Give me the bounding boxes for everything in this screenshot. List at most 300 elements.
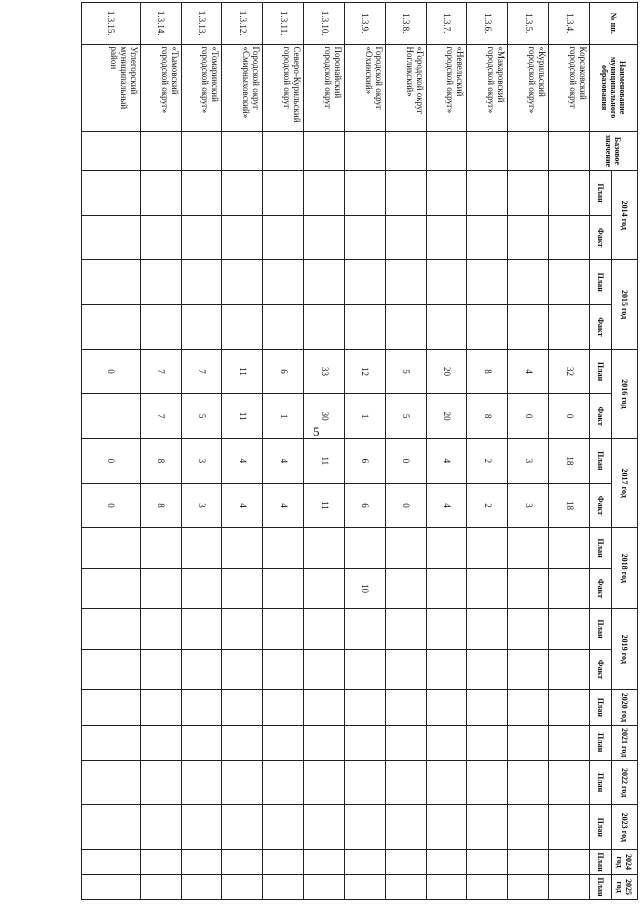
cell-2019-plan [263,609,304,649]
cell-2024-plan [82,850,141,875]
cell-2017-plan: 4 [263,439,304,484]
cell-2014-fact [181,215,222,260]
header-year: 2016 год [612,349,638,438]
cell-2023-plan [140,805,181,850]
cell-2020-plan [344,690,385,725]
cell-2017-fact: 6 [344,483,385,528]
cell-2016-fact: 5 [385,394,426,439]
table-row [181,3,222,900]
cell-2024-plan [222,850,263,875]
cell-2019-fact [304,649,345,689]
table-row [549,3,590,900]
cell-2025-plan [508,875,549,900]
cell-2019-fact [508,649,549,689]
cell-2015-plan [222,260,263,305]
cell-2016-plan: 20 [426,349,467,394]
row-name: Поронайский городской округ [304,44,345,131]
row-base [181,131,222,170]
row-name: «Томаринский городской округ» [181,44,222,131]
cell-2020-plan [140,690,181,725]
row-name: «Макаровский городской округ» [467,44,508,131]
row-number: 1.3.11. [263,3,304,45]
cell-2020-plan [426,690,467,725]
cell-2023-plan [181,805,222,850]
cell-2019-fact [467,649,508,689]
cell-2015-fact [263,305,304,350]
cell-2021-plan [385,725,426,760]
cell-2023-plan [263,805,304,850]
header-fact: Факт [590,649,612,689]
cell-2018-fact [508,568,549,608]
cell-2022-plan [426,760,467,805]
table-row [426,3,467,900]
cell-2016-fact: 0 [549,394,590,439]
header-year: 2015 год [612,260,638,349]
cell-2015-plan [82,260,141,305]
cell-2015-fact [344,305,385,350]
table-row [385,3,426,900]
table-row [467,3,508,900]
header-plan: План [590,875,612,900]
cell-2022-plan [304,760,345,805]
cell-2017-plan: 0 [385,439,426,484]
row-name: «Тымовский городской округ» [140,44,181,131]
cell-2021-plan [426,725,467,760]
cell-2016-fact: 1 [263,394,304,439]
cell-2019-plan [181,609,222,649]
cell-2015-plan [181,260,222,305]
cell-2015-plan [385,260,426,305]
header-plan: План [590,528,612,568]
cell-2022-plan [263,760,304,805]
cell-2024-plan [344,850,385,875]
header-plan: План [590,725,612,760]
cell-2017-fact: 8 [140,483,181,528]
cell-2018-fact [222,568,263,608]
table-row [140,3,181,900]
row-base [549,131,590,170]
cell-2017-fact: 18 [549,483,590,528]
header-year: 2021 год [612,725,638,760]
cell-2019-plan [344,609,385,649]
row-base [140,131,181,170]
row-number: 1.3.8. [385,3,426,45]
header-plan: План [590,805,612,850]
cell-2018-plan [467,528,508,568]
cell-2015-fact [549,305,590,350]
header-year: 2022 год [612,760,638,805]
header-name: Наименование муниципального образования [590,44,638,131]
row-base [508,131,549,170]
cell-2020-plan [385,690,426,725]
header-fact: Факт [590,305,612,350]
cell-2016-plan: 4 [508,349,549,394]
cell-2017-fact: 0 [385,483,426,528]
cell-2017-fact: 0 [82,483,141,528]
row-name: «Невельский городской округ» [426,44,467,131]
cell-2023-plan [222,805,263,850]
cell-2021-plan [82,725,141,760]
cell-2017-plan: 3 [508,439,549,484]
cell-2019-plan [140,609,181,649]
cell-2015-fact [508,305,549,350]
cell-2017-plan: 8 [140,439,181,484]
cell-2025-plan [344,875,385,900]
cell-2014-plan [222,171,263,216]
cell-2014-plan [508,171,549,216]
cell-2014-fact [508,215,549,260]
row-number: 1.3.5. [508,3,549,45]
cell-2025-plan [549,875,590,900]
table-row [82,3,141,900]
cell-2014-plan [467,171,508,216]
cell-2017-plan: 4 [426,439,467,484]
cell-2020-plan [549,690,590,725]
cell-2024-plan [549,850,590,875]
cell-2018-plan [222,528,263,568]
cell-2020-plan [222,690,263,725]
cell-2014-plan [344,171,385,216]
cell-2017-plan: 3 [181,439,222,484]
row-base [385,131,426,170]
cell-2015-plan [549,260,590,305]
cell-2023-plan [549,805,590,850]
cell-2016-fact: 7 [140,394,181,439]
cell-2023-plan [344,805,385,850]
cell-2016-plan: 6 [263,349,304,394]
cell-2016-plan: 11 [222,349,263,394]
header-year: 2025 год [612,875,638,900]
row-base [304,131,345,170]
cell-2025-plan [181,875,222,900]
cell-2025-plan [385,875,426,900]
cell-2025-plan [263,875,304,900]
cell-2021-plan [508,725,549,760]
header-plan: План [590,690,612,725]
cell-2023-plan [467,805,508,850]
cell-2017-fact: 4 [222,483,263,528]
cell-2025-plan [304,875,345,900]
cell-2021-plan [181,725,222,760]
row-number: 1.3.6. [467,3,508,45]
cell-2017-fact: 3 [508,483,549,528]
cell-2020-plan [467,690,508,725]
cell-2018-plan [82,528,141,568]
cell-2019-plan [82,609,141,649]
cell-2016-fact: 30 [304,394,345,439]
data-table [81,2,638,900]
row-base [222,131,263,170]
cell-2016-plan: 32 [549,349,590,394]
cell-2014-fact [549,215,590,260]
cell-2019-plan [508,609,549,649]
header-plan: План [590,439,612,484]
cell-2016-plan: 7 [181,349,222,394]
cell-2019-fact [549,649,590,689]
cell-2019-fact [263,649,304,689]
cell-2015-fact [426,305,467,350]
cell-2020-plan [181,690,222,725]
cell-2014-fact [263,215,304,260]
cell-2019-plan [222,609,263,649]
header-plan: План [590,850,612,875]
cell-2014-fact [140,215,181,260]
cell-2016-plan: 0 [82,349,141,394]
cell-2015-fact [222,305,263,350]
cell-2017-plan: 4 [222,439,263,484]
cell-2017-fact: 11 [304,483,345,528]
cell-2022-plan [181,760,222,805]
cell-2017-fact: 4 [426,483,467,528]
row-number: 1.3.10. [304,3,345,45]
rotated-table-container [81,2,638,900]
cell-2019-plan [304,609,345,649]
cell-2019-fact [140,649,181,689]
row-name: Городской округ «Смирныховский» [222,44,263,131]
row-base [426,131,467,170]
header-fact: Факт [590,483,612,528]
cell-2016-fact: 5 [181,394,222,439]
cell-2023-plan [426,805,467,850]
row-name: Углегорский муниципальный район [82,44,141,131]
cell-2020-plan [508,690,549,725]
cell-2022-plan [508,760,549,805]
cell-2015-fact [82,305,141,350]
header-base: Базовое значение [590,131,638,170]
cell-2014-fact [304,215,345,260]
cell-2022-plan [549,760,590,805]
cell-2022-plan [140,760,181,805]
cell-2022-plan [82,760,141,805]
header-plan: План [590,349,612,394]
cell-2018-fact [467,568,508,608]
cell-2015-fact [181,305,222,350]
header-fact: Факт [590,568,612,608]
cell-2015-fact [385,305,426,350]
cell-2018-plan [385,528,426,568]
cell-2023-plan [385,805,426,850]
cell-2014-plan [82,171,141,216]
cell-2018-fact: 10 [344,568,385,608]
header-fact: Факт [590,394,612,439]
cell-2018-plan [140,528,181,568]
cell-2019-fact [181,649,222,689]
cell-2016-plan: 33 [304,349,345,394]
header-year: 2018 год [612,528,638,609]
row-name: Городской округ «Охинский» [344,44,385,131]
cell-2022-plan [344,760,385,805]
cell-2016-fact: 0 [508,394,549,439]
cell-2019-fact [344,649,385,689]
table-row [344,3,385,900]
header-year: 2023 год [612,805,638,850]
cell-2022-plan [385,760,426,805]
cell-2015-plan [426,260,467,305]
cell-2017-fact: 3 [181,483,222,528]
cell-2017-plan: 11 [304,439,345,484]
cell-2022-plan [222,760,263,805]
cell-2024-plan [181,850,222,875]
cell-2025-plan [82,875,141,900]
row-name: Северо-Курильский городской округ [263,44,304,131]
cell-2014-fact [385,215,426,260]
cell-2017-plan: 2 [467,439,508,484]
row-number: 1.3.12. [222,3,263,45]
cell-2018-fact [385,568,426,608]
cell-2023-plan [508,805,549,850]
cell-2018-fact [263,568,304,608]
table-row [263,3,304,900]
header-num: № пп. [590,3,638,45]
row-name: «Курильский городской округ» [508,44,549,131]
cell-2025-plan [140,875,181,900]
row-number: 1.3.4. [549,3,590,45]
cell-2021-plan [549,725,590,760]
cell-2016-fact: 1 [344,394,385,439]
cell-2021-plan [344,725,385,760]
cell-2017-fact: 4 [263,483,304,528]
cell-2019-plan [426,609,467,649]
cell-2024-plan [263,850,304,875]
cell-2015-plan [304,260,345,305]
row-number: 1.3.15. [82,3,141,45]
cell-2022-plan [467,760,508,805]
cell-2014-plan [181,171,222,216]
header-row-years [612,3,638,900]
cell-2024-plan [508,850,549,875]
cell-2018-fact [304,568,345,608]
cell-2014-plan [426,171,467,216]
cell-2018-plan [263,528,304,568]
cell-2014-fact [467,215,508,260]
header-year: 2020 год [612,690,638,725]
cell-2024-plan [467,850,508,875]
cell-2014-plan [385,171,426,216]
cell-2014-fact [82,215,141,260]
row-name: Корсаковский городской округ [549,44,590,131]
row-base [263,131,304,170]
header-year: 2014 год [612,171,638,260]
header-year: 2019 год [612,609,638,690]
cell-2015-fact [304,305,345,350]
cell-2020-plan [82,690,141,725]
cell-2020-plan [263,690,304,725]
cell-2024-plan [140,850,181,875]
cell-2015-plan [344,260,385,305]
cell-2024-plan [426,850,467,875]
cell-2021-plan [467,725,508,760]
header-plan: План [590,760,612,805]
table-row [304,3,345,900]
cell-2017-plan: 6 [344,439,385,484]
cell-2018-fact [82,568,141,608]
cell-2014-fact [426,215,467,260]
cell-2014-plan [140,171,181,216]
cell-2019-plan [467,609,508,649]
cell-2019-plan [385,609,426,649]
cell-2025-plan [222,875,263,900]
cell-2018-plan [181,528,222,568]
cell-2018-plan [344,528,385,568]
cell-2014-plan [263,171,304,216]
cell-2014-plan [304,171,345,216]
cell-2019-fact [385,649,426,689]
header-plan: План [590,171,612,216]
cell-2016-fact [82,394,141,439]
cell-2018-plan [426,528,467,568]
cell-2017-fact: 2 [467,483,508,528]
cell-2016-plan: 7 [140,349,181,394]
cell-2021-plan [140,725,181,760]
cell-2016-plan: 12 [344,349,385,394]
cell-2018-fact [426,568,467,608]
cell-2021-plan [304,725,345,760]
header-plan: План [590,609,612,649]
table-body [82,3,590,900]
cell-2017-plan: 0 [82,439,141,484]
cell-2019-fact [222,649,263,689]
row-base [467,131,508,170]
cell-2019-plan [549,609,590,649]
cell-2014-fact [344,215,385,260]
row-number: 1.3.9. [344,3,385,45]
cell-2018-plan [549,528,590,568]
cell-2025-plan [426,875,467,900]
cell-2018-fact [549,568,590,608]
cell-2015-fact [140,305,181,350]
cell-2016-plan: 8 [467,349,508,394]
table-row [222,3,263,900]
row-name: «Городской округ Ногликский» [385,44,426,131]
row-base [344,131,385,170]
cell-2015-plan [140,260,181,305]
cell-2016-fact: 11 [222,394,263,439]
cell-2015-plan [467,260,508,305]
cell-2024-plan [304,850,345,875]
cell-2025-plan [467,875,508,900]
cell-2014-fact [222,215,263,260]
cell-2014-plan [549,171,590,216]
cell-2021-plan [263,725,304,760]
header-plan: План [590,260,612,305]
cell-2023-plan [304,805,345,850]
cell-2018-fact [181,568,222,608]
header-fact: Факт [590,215,612,260]
cell-2016-fact: 20 [426,394,467,439]
cell-2015-fact [467,305,508,350]
row-base [82,131,141,170]
page-number: 5 [313,424,320,439]
cell-2015-plan [508,260,549,305]
cell-2023-plan [82,805,141,850]
cell-2019-fact [82,649,141,689]
row-number: 1.3.13. [181,3,222,45]
cell-2015-plan [263,260,304,305]
header-year: 2017 год [612,439,638,528]
cell-2020-plan [304,690,345,725]
cell-2019-fact [426,649,467,689]
cell-2018-fact [140,568,181,608]
row-number: 1.3.14. [140,3,181,45]
cell-2018-plan [508,528,549,568]
cell-2017-plan: 18 [549,439,590,484]
row-number: 1.3.7. [426,3,467,45]
header-year: 2024 год [612,850,638,875]
cell-2016-plan: 5 [385,349,426,394]
cell-2016-fact: 8 [467,394,508,439]
table-row [508,3,549,900]
cell-2021-plan [222,725,263,760]
